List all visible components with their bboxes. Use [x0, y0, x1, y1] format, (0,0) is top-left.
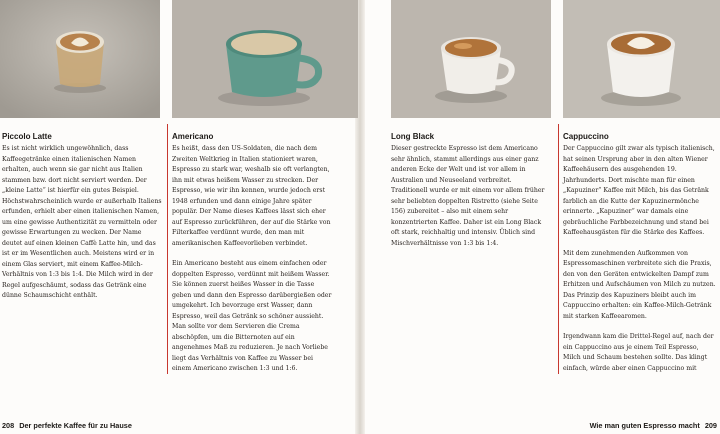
- right-page-footer: [590, 421, 717, 430]
- cappuccino-photo: [563, 0, 720, 118]
- left-page-footer: [2, 421, 132, 430]
- column-rule-americano: [167, 124, 168, 374]
- entry-paragraph: Es heißt, dass den US-Soldaten, die nach dem Zweiten Weltkrieg in Italien stationiert waren, Espresso zu stark war, weshalb sie oft verlangten, ihn mit etwas heißem Wasser zu strecken. Der Espresso, wie wir ihn kennen, wurde jedoch erst 1948 erfunden und dann einige Jahre später populär. Der Name dieses Kaffees lässt sich eher auf Espresso zurückführen, der auf die Stärke von Filterkaffee verdünnt wurde, den man mit amerikanischen Kaffeevorlieben verbindet.: [172, 145, 331, 247]
- entry-paragraph: Mit dem zunehmenden Aufkommen von Espressomaschinen verbreitete sich die Praxis, den von den Geräten entwickelten Dampf zum Erhitzen und Aufschäumen von Milch zu nutzen. Das Prinzip des Kapuziners bleibt auch im Cappuccino erhalten: ein Kaffee-Milch-Getränk mit starken Kaffeearomen.: [563, 249, 716, 320]
- entry-paragraph: Irgendwann kam die Drittel-Regel auf, nach der ein Cappuccino aus je einem Teil Espresso, Milch und Schaum bestehen sollte. Das klingt einfach, würde aber einen Cappuccino mit: [563, 333, 714, 372]
- page-number: 208: [2, 421, 15, 430]
- entry-title: Cappuccino: [563, 132, 609, 141]
- long-black-photo: [391, 0, 551, 118]
- entry-paragraph: Dieser gestreckte Espresso ist dem Americano sehr ähnlich, stammt allerdings aus einer ganz anderen Ecke der Welt und ist vor allem in Australien und Neuseeland verbreitet. Traditionell wurde er mit einem vor allem früher sehr beliebten doppelten Ristretto (siehe Seite 156) zubereitet – also mit einem sehr konzentrierten Kaffee. Daher ist ein Long Black oft stark, reichhaltig und intensiv. Üblich sind Mischverhältnisse von 1:3 bis 1:4.: [391, 145, 545, 247]
- entry-piccolo-latte: [2, 132, 162, 312]
- running-title: Der perfekte Kaffee für zu Hause: [19, 421, 132, 430]
- entry-paragraph: Ein Americano besteht aus einem einfachen oder doppelten Espresso, verdünnt mit heißem Wasser. Sie können zuerst heißes Wasser in die Tasse geben und dann den Espresso darübergießen oder umgekehrt. Ich bevorzuge erst Wasser, dann Espresso, weil das Getränk so schöner aussieht. Man sollte vor dem Servieren die Crema abschöpfen, um die Bitternoten auf ein angenehmes Maß zu reduzieren. Je nach Vorliebe liegt das Verhältnis von Kaffee zu Wasser bei einem Americano zwischen 1:3 und 1:6.: [172, 260, 332, 372]
- page-number: 209: [704, 421, 717, 430]
- entry-cappuccino: [563, 132, 717, 384]
- running-title: Wie man guten Espresso macht: [589, 421, 700, 430]
- entry-paragraph: Der Cappuccino gilt zwar als typisch italienisch, hat seinen Ursprung aber in den alten Wiener Kaffeehäusern des ausgehenden 19. Jahrhunderts. Dort mischte man für einen „Kapuziner“ Kaffee mit Milch, bis das Getränk farblich an die Kutte der Kapuzinermönche erinnerte. „Kapuziner“ war damals eine gebräuchliche Farbbezeichnung und stand bei Kaffeehausgästen für die Stärke des Kaffees.: [563, 145, 715, 236]
- americano-photo: [172, 0, 358, 118]
- entry-title: Piccolo Latte: [2, 132, 52, 141]
- entry-paragraph: Es ist nicht wirklich ungewöhnlich, dass Kaffeegetränke einen italienischen Namen erhalten, auch wenn sie gar nicht aus Italien stammen bzw. dort nicht serviert werden. Der „kleine Latte“ ist hierfür ein gutes Beispiel. Höchstwahrscheinlich wurde er außerhalb Italiens erfunden, erhielt aber einen italienischen Namen, um eine gewisse Authentizität zu vermitteln oder gewisse Erwartungen zu wecken. Der Name deutet auf einen kleinen Caffè Latte hin, und das ist er im Wesentlichen auch. Meistens wird er in einem Glas serviert, mit einem Kaffee-Milch-Verhältnis von 1:3 bis 1:4. Die Milch wird in der Regel aufgeschäumt, sodass das Getränk eine dünne Schaumschicht enthält.: [2, 145, 162, 299]
- entry-title: Americano: [172, 132, 214, 141]
- entry-americano: [172, 132, 334, 385]
- entry-title: Long Black: [391, 132, 435, 141]
- piccolo-latte-photo: [0, 0, 160, 118]
- entry-long-black: [391, 132, 547, 259]
- column-rule-cappuccino: [558, 124, 559, 374]
